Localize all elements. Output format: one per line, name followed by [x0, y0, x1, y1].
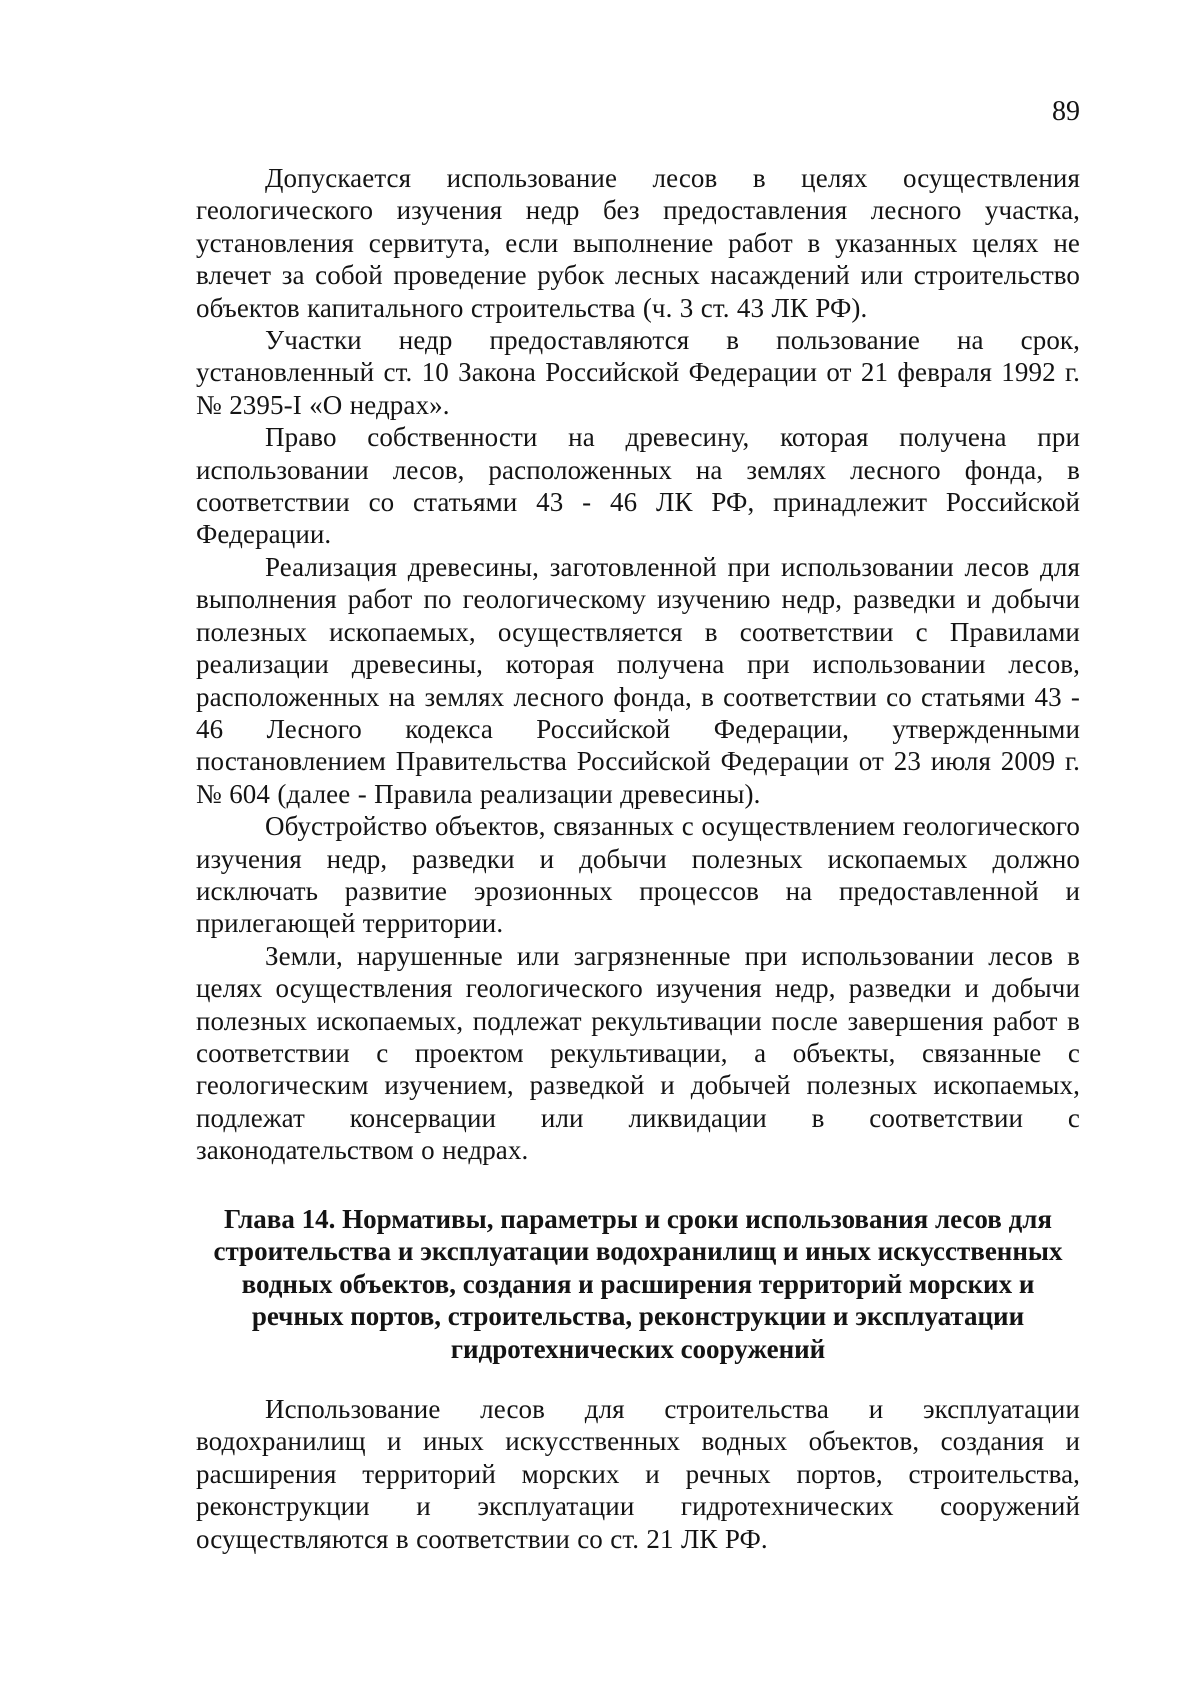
paragraph-geological-use: Допускается использование лесов в целях осуществления геологического изучения недр без предоставления лесного участка, установления сервитута, если выполнение работ в указанных целях не влечет за собой проведение рубок лесных насаждений или строительство объектов капитального строительства (ч. 3 ст. 43 ЛК РФ).: [196, 163, 1080, 323]
page-number: 89: [1052, 96, 1080, 127]
paragraph-facilities: Обустройство объектов, связанных с осуществлением геологического изучения недр, разведки и добычи полезных ископаемых должно исключать развитие эрозионных процессов на предоставленной и прилегающей территории.: [196, 811, 1080, 939]
paragraph-reservoirs-ports: Использование лесов для строительства и эксплуатации водохранилищ и иных искусственных водных объектов, создания и расширения территорий морских и речных портов, строительства, реконструкции и эксплуатации гидротехнических сооружений осуществляются в соответствии со ст. 21 ЛК РФ.: [196, 1394, 1080, 1554]
body-text: [196, 162, 1080, 1167]
paragraph-subsoil-term: Участки недр предоставляются в пользование на срок, установленный ст. 10 Закона Российской Федерации от 21 февраля 1992 г. № 2395-I «О недрах».: [196, 325, 1080, 420]
paragraph-timber-sale: Реализация древесины, заготовленной при использовании лесов для выполнения работ по геологическому изучению недр, разведки и добычи полезных ископаемых, осуществляется в соответствии с Правилами реализации древесины, которая получена при использовании лесов, расположенных на землях лесного фонда, в соответствии со статьями 43 - 46 Лесного кодекса Российской Федерации, утвержденными постановлением Правительства Российской Федерации от 23 июля 2009 г. № 604 (далее - Правила реализации древесины).: [196, 551, 1080, 809]
chapter-body: [196, 1393, 1080, 1555]
chapter-heading: Глава 14. Нормативы, параметры и сроки использования лесов для строительства и эксплуатации водохранилищ и иных искусственных водных объектов, создания и расширения территорий морских и речных портов, строительства, реконструкции и эксплуатации гидротехнических сооружений: [213, 1204, 1063, 1364]
paragraph-timber-ownership: Право собственности на древесину, которая получена при использовании лесов, расположенных на землях лесного фонда, в соответствии со статьями 43 - 46 ЛК РФ, принадлежит Российской Федерации.: [196, 422, 1080, 550]
paragraph-reclamation: Земли, нарушенные или загрязненные при использовании лесов в целях осуществления геологического изучения недр, разведки и добычи полезных ископаемых, подлежат рекультивации после завершения работ в соответствии с проектом рекультивации, а объекты, связанные с геологическим изучением, разведкой и добычей полезных ископаемых, подлежат консервации или ликвидации в соответствии с законодательством о недрах.: [196, 940, 1080, 1166]
